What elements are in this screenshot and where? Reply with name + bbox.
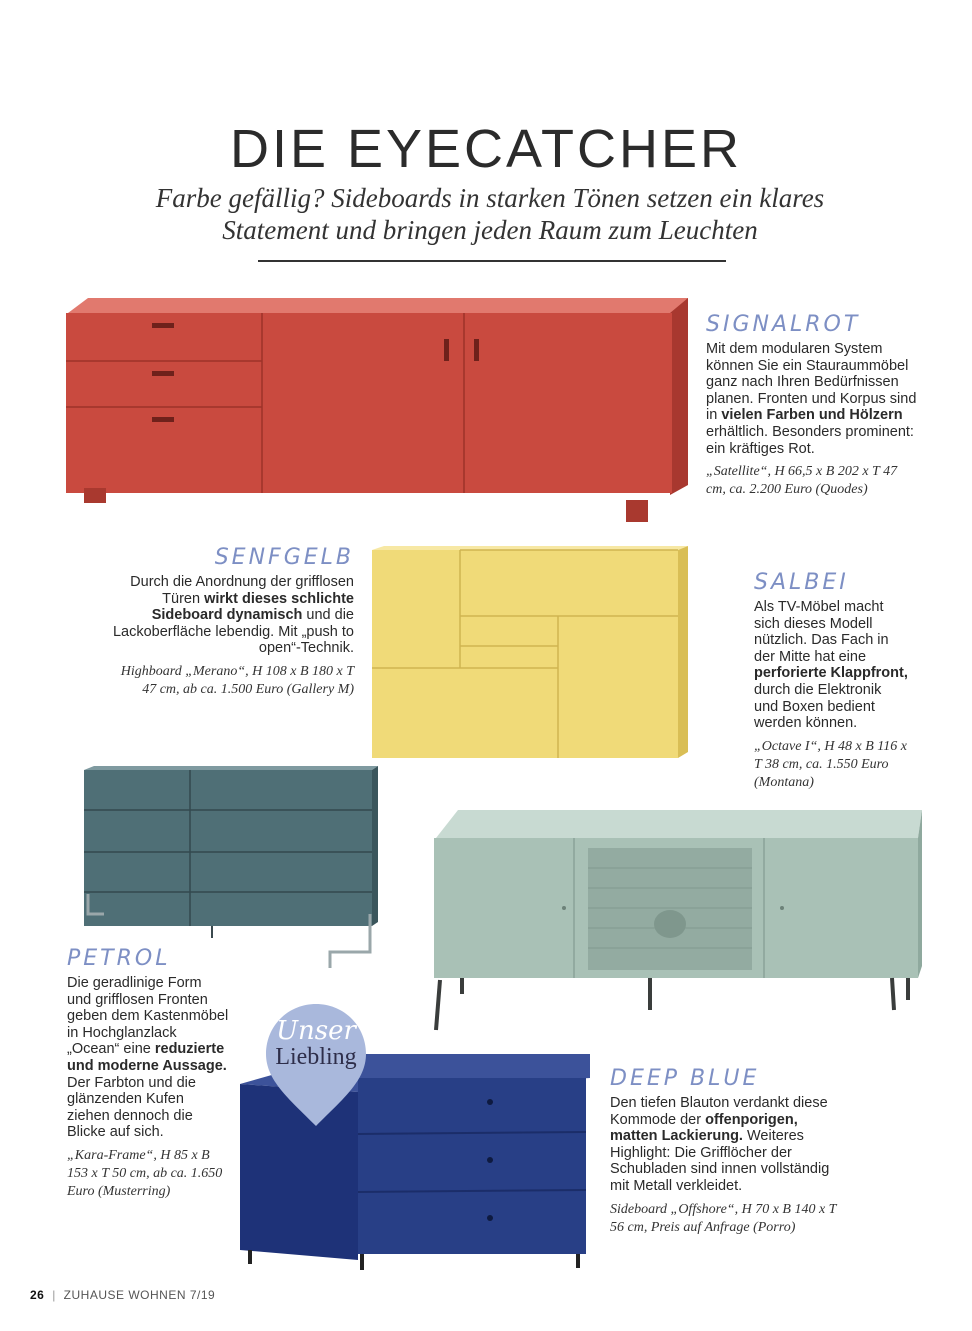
- item-signalrot: [706, 312, 918, 499]
- salbei-caption: „Octave I“, H 48 x B 116 x T 38 cm, ca. 1.550 Euro (Montana): [754, 738, 907, 790]
- badge-line-1: Unser: [276, 1016, 356, 1046]
- deepblue-caption: Sideboard „Offshore“, H 70 x B 140 x T 56 cm, Preis auf Anfrage (Porro): [610, 1201, 837, 1235]
- salbei-heading: SALBEI: [754, 570, 849, 595]
- petrol-caption: „Kara-Frame“, H 85 x B 153 x T 50 cm, ab ca. 1.650 Euro (Musterring): [67, 1147, 223, 1199]
- salbei-text: Als TV-Möbel macht sich dieses Modell nützlich. Das Fach in der Mitte hat eine perforierte Klappfront, durch die Elektronik und Boxen bedient werden können.: [754, 599, 908, 732]
- item-salbei: [754, 570, 908, 792]
- favorite-badge: [262, 1016, 370, 1071]
- signalrot-heading: SIGNALROT: [706, 312, 861, 337]
- page-footer: [30, 1288, 215, 1302]
- subtitle-line-1: Farbe gefällig? Sideboards in starken Tönen setzen ein klares: [155, 183, 825, 213]
- yellow-highboard-image: [368, 544, 692, 762]
- page-number: 26: [30, 1288, 45, 1302]
- sage-tv-board-image: [428, 806, 932, 1040]
- subtitle-line-2: Statement und bringen jeden Raum zum Leuchten: [222, 215, 758, 245]
- page-subtitle: [100, 182, 880, 246]
- footer-separator: |: [52, 1288, 56, 1302]
- title-divider: [258, 260, 726, 262]
- signalrot-text: Mit dem modularen System können Sie ein Stauraummöbel ganz nach Ihren Bedürfnissen planen. Fronten und Korpus sind in vielen Farben und Hölzern erhältlich. Besonders prominent: ein kräftiges Rot.: [706, 341, 917, 457]
- senfgelb-heading: SENFGELB: [214, 545, 354, 570]
- item-petrol: [67, 946, 229, 1201]
- deepblue-heading: DEEP BLUE: [610, 1066, 760, 1091]
- red-sideboard-image: [60, 295, 692, 527]
- deepblue-text: Den tiefen Blauton verdankt diese Kommode der offenporigen, matten Lackierung. Weiteres Highlight: Die Grifflöcher der Schubladen sind innen vollständig mit Metall verkleidet.: [610, 1095, 830, 1194]
- item-deepblue: [610, 1066, 840, 1237]
- badge-line-2: Liebling: [275, 1044, 357, 1070]
- petrol-heading: PETROL: [67, 946, 171, 971]
- page-title: DIE EYECATCHER: [229, 119, 743, 179]
- magazine-issue: ZUHAUSE WOHNEN 7/19: [63, 1288, 216, 1302]
- senfgelb-caption: Highboard „Merano“, H 108 x B 180 x T 47 cm, ab ca. 1.500 Euro (Gallery M): [120, 663, 354, 697]
- signalrot-caption: „Satellite“, H 66,5 x B 202 x T 47 cm, ca. 2.200 Euro (Quodes): [706, 464, 898, 498]
- petrol-dresser-image: [80, 764, 380, 974]
- item-senfgelb: [110, 545, 354, 699]
- senfgelb-text: Durch die Anordnung der grifflosen Türen wirkt dieses schlichte Sideboard dynamisch und die Lackoberfläche lebendig. Mit „push to open“-Technik.: [112, 574, 354, 657]
- petrol-text: Die geradlinige Form und grifflosen Fronten geben dem Kastenmöbel in Hochglanzlack „Ocean“ eine reduzierte und moderne Aussage. Der Farbton und die glänzenden Kufen ziehen dennoch die Blicke auf sich.: [67, 975, 229, 1141]
